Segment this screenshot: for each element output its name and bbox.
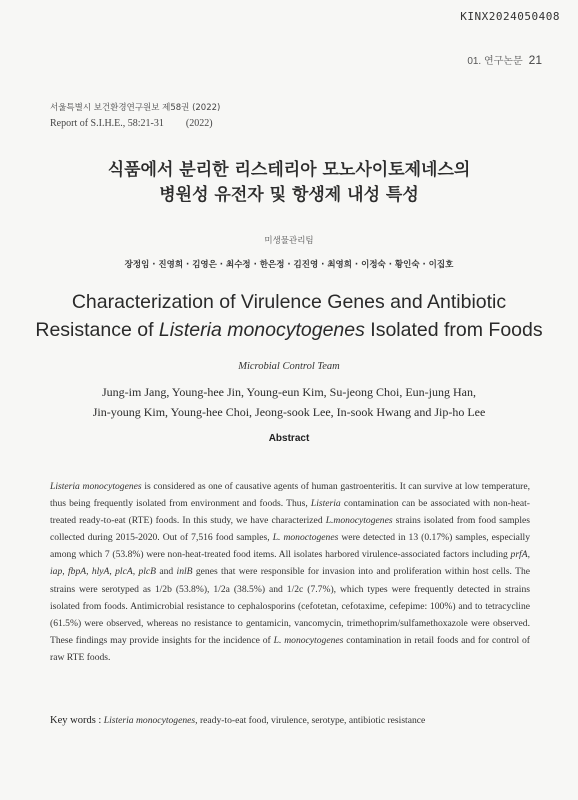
english-title-part-b: Isolated from Foods: [364, 319, 543, 341]
page-number: 21: [528, 53, 542, 67]
english-title: [0, 288, 578, 344]
korean-title-line1: 식품에서 분리한 리스테리아 모노사이토제네스의: [107, 160, 471, 180]
abstract-text-6: genes that were responsible for invasion into and proliferation within host cells. The strains were serotyped as 1/2b (53.8%), 1/2a (38.5%) and 1/2c (7.7%), which types were frequently detected in strains isolated from foods. Antimicrobial resistance to cephalosporins (cefotetan, cefotaxime, cefepime: 100%) and to tetracycline (61.5%) were observed, whereas no resistance to gentamicin, vancomycin, trimethoprim/sulfamethoxazole were observed. These findings may provide insights for the incidence of: [50, 566, 531, 646]
keywords-species: Listeria monocytogenes: [103, 715, 196, 726]
keywords: [50, 715, 425, 726]
korean-authors: 장정임 · 진영희 · 김영은 · 최수정 · 한은정 · 김진영 · 최영희 · 이정숙 · 황인숙 · 이집호: [124, 260, 454, 270]
abstract-genes: prfA, iap, fbpA, hlyA, plcA, plcB: [50, 549, 530, 578]
english-title-line2: [0, 316, 578, 344]
abstract-body: [50, 478, 530, 666]
abstract-heading: Abstract: [268, 433, 310, 444]
abstract-genus: Listeria: [310, 498, 341, 510]
abstract-species-4: L. monocytogenes: [273, 634, 344, 646]
abstract-gene-inlb: inlB: [176, 566, 193, 578]
abstract-text-5: and: [156, 566, 177, 578]
korean-title-line2: 병원성 유전자 및 항생제 내성 특성: [159, 185, 419, 205]
english-authors-line2: Jin-young Kim, Young-hee Choi, Jeong-sook Lee, In-sook Hwang and Jip-ho Lee: [92, 405, 486, 419]
english-authors-line1: Jung-im Jang, Young-hee Jin, Young-eun Kim, Su-jeong Choi, Eun-jung Han,: [102, 385, 476, 399]
document-id: KINX2024050408: [460, 10, 560, 23]
korean-title: [0, 158, 578, 208]
keywords-list: , ready-to-eat food, virulence, serotype, antibiotic resistance: [195, 715, 426, 726]
abstract-species-3: L. monoctogenes: [272, 532, 339, 544]
abstract-species-2: L.monocytogenes: [325, 515, 393, 527]
abstract-text-4: were detected in 13 (0.17%) samples, especially among which 7 (53.8%) were non-heat-treated food items. All isolates harbored virulence-associated factors including: [50, 532, 531, 561]
english-title-species: Listeria monocytogenes: [158, 319, 365, 341]
section-label: 01. 연구논문: [467, 56, 523, 67]
journal-english-year: (2022): [185, 118, 213, 129]
korean-department: 미생물관리팀: [264, 236, 314, 246]
journal-citation: [50, 100, 220, 132]
keywords-label: Key words :: [50, 715, 102, 726]
english-title-part-a: Resistance of: [35, 319, 159, 341]
english-authors: [0, 382, 578, 422]
page-header: [467, 52, 542, 67]
abstract-text-1: is considered as one of causative agents of human gastroenteritis. It can survive at low temperature, thus being frequently isolated from environment and foods. Thus,: [50, 481, 530, 510]
abstract-species-1: Listeria monocytogenes: [50, 481, 142, 492]
journal-english-volume: Report of S.I.H.E., 58:21-31: [50, 118, 164, 129]
abstract-text-7: contamination in retail foods and for control of raw RTE foods.: [50, 634, 530, 663]
journal-english: [50, 116, 220, 132]
abstract-text-3: strains isolated from food samples collected during 2015-2020. Out of 7,516 food samples,: [50, 515, 530, 544]
english-department: Microbial Control Team: [238, 361, 340, 372]
english-title-line1: Characterization of Virulence Genes and Antibiotic: [71, 291, 507, 313]
abstract-text-2: contamination can be associated with non-heat-treated ready-to-eat (RTE) foods. In this study, we have characterized: [50, 498, 530, 527]
journal-korean: 서울특별시 보건환경연구원보 제58권 (2022): [50, 103, 221, 113]
